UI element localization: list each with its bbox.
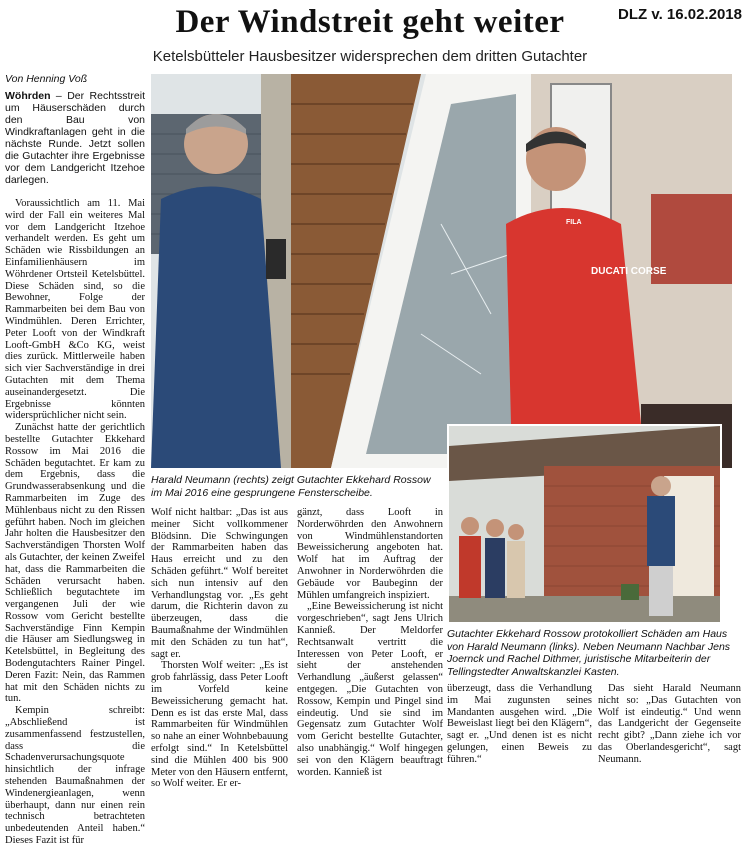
photo2-caption: Gutachter Ekkehard Rossow protokolliert Schäden am Haus von Harald Neumann (links). Neben Neumann Nachbar Jens Joernck und Rachel Dithmer, juristische Mitarbeiterin der Tellingstedter Anwaltskanzlei Kasten. — [447, 628, 731, 678]
article-column-1 — [5, 90, 145, 847]
article-column-2 — [151, 507, 288, 790]
article-paragraph: Kempin schreibt: „Abschließend ist zusammenfassend festzustellen, dass die Schadenverursachungsquote hinsichtlich der infrage stehenden Baumaßnahmen der Windenergieanlagen, wenn überhaupt, dann nur einen rein technisch betrachteten unbedeutenden Anteil haben.“ Dieses Fazit ist für — [5, 705, 145, 847]
lead-text: – Der Rechtsstreit um Häuserschäden durch den Bau von Windkraftanlagen geht in die nächste Runde. Jetzt sollen die Gutachter ihre Ergebnisse vor dem Landgericht Itzehoe darlegen. — [5, 90, 145, 186]
shirt-text: DUCATI CORSE — [591, 266, 667, 277]
article-paragraph: Zunächst hatte der gerichtlich bestellte Gutachter Ekkehard Rossow im Mai 2016 die Schäden begutachtet. Er kam zu dem Ergebnis, dass die Grundwasserabsenkung und die Rammarbeiten im Zuge des Mühlenbaus nicht zu den Rissen geführt haben. Noch im gleichen Jahr holten die Hausbesitzer den Sachverständigen Thorsten Wolf als Gutachter, der keinen Zweifel hat, dass die Rammarbeiten die Schäden verursacht haben. Schließlich begutachtete im vergangenen Juli der wie Rossow vom Gericht bestellte Sachverständige Finn Kempin die Häuser am Siedlungsweg in Ketelsbüttel, in Begleitung des Bodengutachters Rainer Pingel. Deren Fazit: Nein, das Rammen hat mit den Schäden nichts zu tun. — [5, 422, 145, 705]
source-date: DLZ v. 16.02.2018 — [618, 6, 742, 23]
article-paragraph: Voraussichtlich am 11. Mai wird der Fall ein weiteres Mal vor dem Landgericht Itzehoe verhandelt werden. Es geht um Schäden wie Rissbildungen an Einfamilienhäusern im Wöhrdener Ortsteil Ketelsbüttel. Diese Schäden sind, so die Bewohner, Folge der Rammarbeiten bei dem Bau von Windmühlen. Deren Errichter, Peter Looft von der Windkraft Looft-GmbH &Co KG, weist dies zurück. Mittlerweile haben sich vier Sachverständige in drei Gutachten mit dem Thema auseinandergesetzt. Die Ergebnisse könnten widersprüchlicher nicht sein. — [5, 198, 145, 422]
subheadline: Ketelsbütteler Hausbesitzer widersprechen dem dritten Gutachter — [152, 48, 588, 65]
article-paragraph: gänzt, dass Looft in Norderwöhrden den Anwohnern von Windmühlenstandorten Beweissicherung angeboten hat. Wolf hat im Auftrag der Anwohner in Norderwöhrden die Gebäude vor Baubeginn der Mühlen umfangreich inspiziert. — [297, 507, 443, 601]
photo-house-inspection — [447, 424, 722, 624]
article-paragraph: Wolf nicht haltbar: „Das ist aus meiner Sicht vollkommener Blödsinn. Die Schwingungen der Rammarbeiten haben das Haus erreicht und zu den Schäden geführt.“ Wolf bereitet sich nun intensiv auf den Verhandlungstag vor. „Es geht darum, die Richterin davon zu überzeugen, dass die Baumaßnahme der Windmühlen mit den Schäden zu tun hat“, sagt er. — [151, 507, 288, 660]
shirt-logo: FILA — [566, 219, 582, 226]
byline: Von Henning Voß — [5, 73, 88, 85]
article-paragraph: Das sieht Harald Neumann nicht so: „Das Gutachten von Wolf ist eindeutig.“ Und wenn das Landgericht der Gegenseite recht gibt? „Dann ziehe ich vor das Oberlandesgericht“, sagt Neumann. — [598, 683, 741, 765]
lead-place: Wöhrden — [5, 90, 51, 102]
article-column-5 — [598, 683, 741, 773]
article-paragraph: Thorsten Wolf weiter: „Es ist grob fahrlässig, dass Peter Looft im Vorfeld keine Beweissicherung gemacht hat. Denn es ist das erste Mal, dass Rammarbeiten für Windmühlen so nahe an einer Wohnbebauung erfolgt sind.“ In Ketelsbüttel sind die Mühlen 400 bis 900 Meter von den Häusern entfernt, so Wolf weiter. Er er- — [151, 660, 288, 790]
photo-window-inspection-drawing — [151, 74, 732, 468]
lead-paragraph — [5, 90, 145, 186]
headline: Der Windstreit geht weiter — [175, 4, 565, 40]
article-paragraph: überzeugt, dass die Verhandlung im Mai zugunsten seines Mandanten ausgehen wird. „Die Beweislast liegt bei den Klägern“, sagt er. „Und denen ist es nicht gelungen, einen Beweis zu führen.“ — [447, 683, 592, 765]
photo-house-inspection-drawing — [449, 426, 720, 622]
photo-window-inspection — [151, 74, 732, 468]
article-column-3 — [297, 507, 443, 778]
article-paragraph: „Eine Beweissicherung ist nicht vorgeschrieben“, sagt Jens Ulrich Kannieß. Der Meldorfer Rechtsanwalt vertritt die Interessen von Peter Looft, er sieht der anstehenden Verhandlung „äußerst gelassen“ entgegen. „Die Gutachten von Rossow, Kempin und Pingel sind eindeutig. Und sie sind im Gegensatz zum Gutachter Wolf vom Gericht bestellte Gutachter, also unabhängig.“ Wolf hingegen sei von den Klägern beauftragt worden. Kannieß ist — [297, 601, 443, 778]
photo1-caption: Harald Neumann (rechts) zeigt Gutachter Ekkehard Rossow im Mai 2016 eine gesprungene Fensterscheibe. — [151, 474, 431, 499]
article-column-4 — [447, 683, 592, 773]
